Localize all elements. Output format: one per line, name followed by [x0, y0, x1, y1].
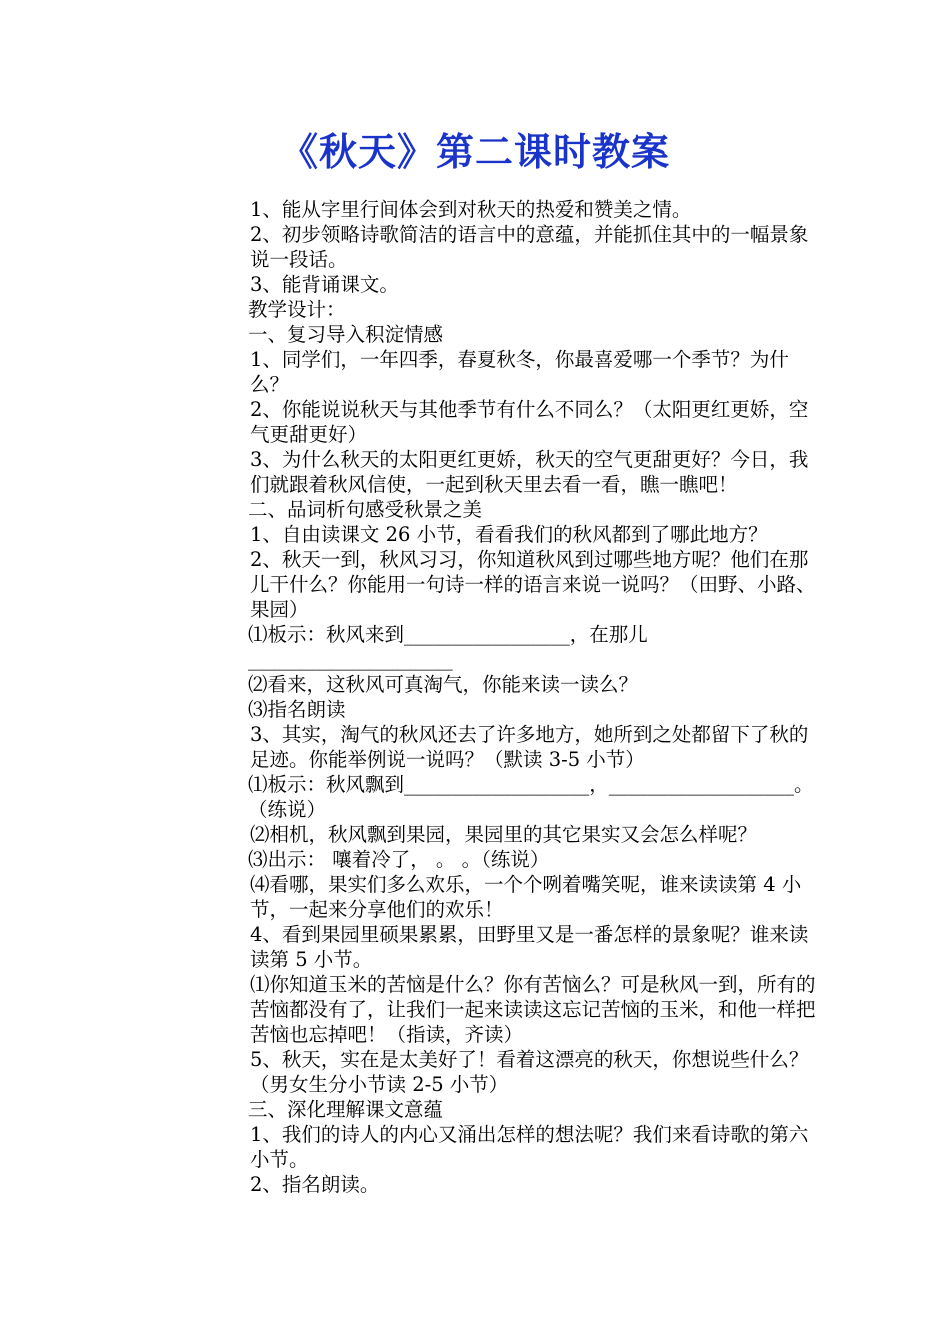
- section-heading-design: 教学设计：: [248, 298, 346, 321]
- paragraph: ⑴板示：秋风来到_________________，在那儿_____________________: [248, 623, 648, 671]
- section-heading-3: 三、深化理解课文意蕴: [248, 1098, 444, 1121]
- paragraph: 2、秋天一到，秋风习习，你知道秋风到过哪些地方呢？他们在那儿干什么？你能用一句诗一样的语言来说一说吗？（田野、小路、果园）: [250, 548, 816, 621]
- document-body: [145, 197, 827, 1197]
- objective-2: 2、初步领略诗歌简洁的语言中的意蕴，并能抓住其中的一幅景象说一段话。: [250, 223, 809, 271]
- paragraph: 4、看到果园里硕果累累，田野里又是一番怎样的景象呢？谁来读读第 5 小节。: [250, 923, 809, 971]
- objective-1: 1、能从字里行间体会到对秋天的热爱和赞美之情。: [250, 198, 692, 221]
- section-heading-1: 一、复习导入积淀情感: [248, 323, 444, 346]
- paragraph: 2、你能说说秋天与其他季节有什么不同么？（太阳更红更娇，空气更甜更好）: [250, 398, 809, 446]
- paragraph: ⑶出示： 嚷着冷了， 。 。（练说）: [248, 848, 550, 871]
- paragraph: 2、指名朗读。: [250, 1173, 380, 1196]
- paragraph: 1、同学们，一年四季，春夏秋冬，你最喜爱哪一个季节？为什么？: [250, 348, 789, 396]
- paragraph: 3、其实，淘气的秋风还去了许多地方，她所到之处都留下了秋的足迹。你能举例说一说吗？（默读 3-5 小节）: [250, 723, 809, 771]
- paragraph: 1、我们的诗人的内心又涌出怎样的想法呢？我们来看诗歌的第六小节。: [250, 1123, 809, 1171]
- paragraph: ⑴你知道玉米的苦恼是什么？你有苦恼么？可是秋风一到，所有的苦恼都没有了，让我们一起来读读这忘记苦恼的玉米，和他一样把苦恼也忘掉吧！（指读，齐读）: [250, 973, 816, 1046]
- paragraph: ⑶指名朗读: [248, 698, 346, 721]
- paragraph: ⑵看来，这秋风可真淘气，你能来读一读么？: [248, 673, 639, 696]
- paragraph: ⑵相机，秋风飘到果园，果园里的其它果实又会怎么样呢？: [250, 823, 758, 846]
- objective-3: 3、能背诵课文。: [250, 273, 399, 296]
- document-title: 《秋天》第二课时教案: [279, 129, 670, 174]
- paragraph: ⑴板示：秋风飘到___________________，___________________。（练说）: [248, 773, 814, 821]
- paragraph: ⑷看哪，果实们多么欢乐，一个个咧着嘴笑呢，谁来读读第 4 小节，一起来分享他们的欢乐！: [250, 873, 802, 921]
- paragraph: 5、秋天，实在是太美好了！看着这漂亮的秋天，你想说些什么？（男女生分小节读 2-5 小节）: [250, 1048, 809, 1096]
- section-heading-2: 二、品词析句感受秋景之美: [248, 498, 483, 521]
- paragraph: 1、自由读课文 26 小节，看看我们的秋风都到了哪此地方？: [250, 523, 768, 546]
- paragraph: 3、为什么秋天的太阳更红更娇，秋天的空气更甜更好？今日，我们就跟着秋风信使，一起到秋天里去看一看，瞧一瞧吧！: [250, 448, 809, 496]
